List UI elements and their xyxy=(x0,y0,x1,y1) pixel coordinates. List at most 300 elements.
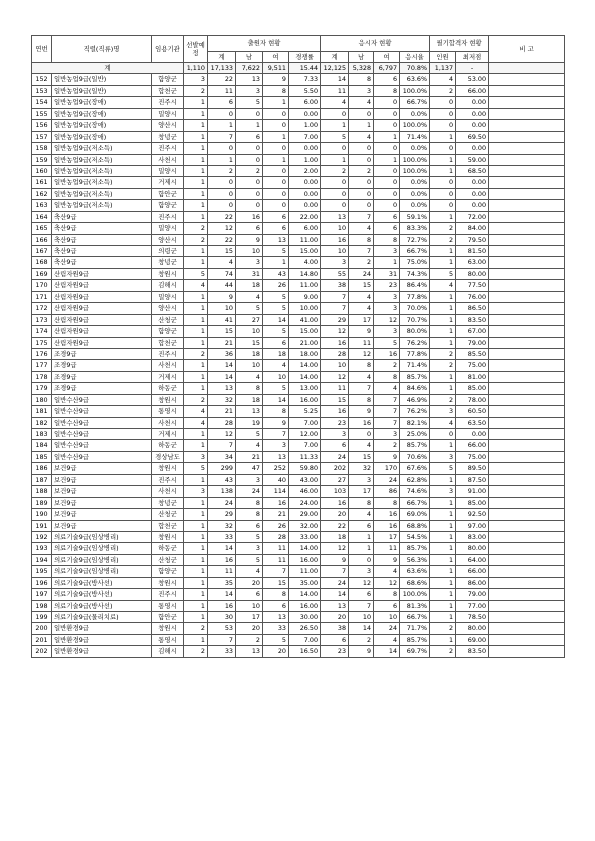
job-title: 보건9급 xyxy=(52,463,152,474)
pass-count: 1 xyxy=(430,509,456,520)
row-no: 155 xyxy=(32,108,52,119)
pass-count: 1 xyxy=(430,165,456,176)
planned: 1 xyxy=(184,188,208,199)
table-row xyxy=(32,543,565,554)
planned: 1 xyxy=(184,165,208,176)
table-row xyxy=(32,120,565,131)
ex-female: 8 xyxy=(374,234,400,245)
min-score: 92.50 xyxy=(456,509,489,520)
pass-count: 5 xyxy=(430,268,456,279)
agency: 창원시 xyxy=(152,268,184,279)
min-score: 59.00 xyxy=(456,154,489,165)
pass-count: 2 xyxy=(430,223,456,234)
exam-rate: 67.6% xyxy=(400,463,430,474)
ex-male: 12 xyxy=(349,577,374,588)
ex-female: 0 xyxy=(374,97,400,108)
job-title: 축산9급 xyxy=(52,246,152,257)
ex-male: 2 xyxy=(349,634,374,645)
planned: 1 xyxy=(184,211,208,222)
min-score: 76.00 xyxy=(456,291,489,302)
job-title: 일반수산9급 xyxy=(52,394,152,405)
app-female: 8 xyxy=(263,589,289,600)
remarks xyxy=(489,406,565,417)
planned: 1 xyxy=(184,257,208,268)
pass-count: 1 xyxy=(430,497,456,508)
exam-rate: 85.7% xyxy=(400,634,430,645)
ex-total: 11 xyxy=(321,383,349,394)
job-title: 일반농업9급(일반) xyxy=(52,85,152,96)
pass-count: 3 xyxy=(430,451,456,462)
ex-male: 10 xyxy=(349,612,374,623)
planned: 3 xyxy=(184,486,208,497)
app-female: 5 xyxy=(263,383,289,394)
row-no: 179 xyxy=(32,383,52,394)
app-male: 20 xyxy=(236,577,263,588)
remarks xyxy=(489,97,565,108)
pass-count: 0 xyxy=(430,188,456,199)
agency: 함안군 xyxy=(152,612,184,623)
table-row xyxy=(32,337,565,348)
agency: 김해시 xyxy=(152,280,184,291)
exam-rate: 100.0% xyxy=(400,120,430,131)
table-row xyxy=(32,406,565,417)
pass-count: 1 xyxy=(430,371,456,382)
table-row xyxy=(32,165,565,176)
agency: 진주시 xyxy=(152,143,184,154)
job-title: 의료기술9급(방사선) xyxy=(52,600,152,611)
row-no: 176 xyxy=(32,348,52,359)
app-total: 36 xyxy=(208,348,236,359)
app-total: 24 xyxy=(208,497,236,508)
remarks xyxy=(489,177,565,188)
pass-count: 2 xyxy=(430,394,456,405)
table-row xyxy=(32,394,565,405)
app-female: 0 xyxy=(263,120,289,131)
min-score: 87.50 xyxy=(456,474,489,485)
ex-male: 8 xyxy=(349,74,374,85)
ex-female: 12 xyxy=(374,314,400,325)
app-male: 5 xyxy=(236,429,263,440)
exam-rate: 56.3% xyxy=(400,554,430,565)
job-title: 의료기술9급(물리치료) xyxy=(52,612,152,623)
min-score: 72.00 xyxy=(456,211,489,222)
header-exam-rate: 응시율 xyxy=(400,52,430,63)
pass-count: 1 xyxy=(430,612,456,623)
competition: 16.00 xyxy=(289,600,321,611)
ex-total: 103 xyxy=(321,486,349,497)
exam-rate: 85.7% xyxy=(400,371,430,382)
ex-male: 6 xyxy=(349,589,374,600)
header-competition: 경쟁률 xyxy=(289,52,321,63)
ex-total: 5 xyxy=(321,131,349,142)
row-no: 171 xyxy=(32,291,52,302)
ex-female: 6 xyxy=(374,211,400,222)
app-male: 20 xyxy=(236,623,263,634)
app-total: 28 xyxy=(208,417,236,428)
competition: 16.00 xyxy=(289,554,321,565)
job-title: 조경9급 xyxy=(52,371,152,382)
competition: 32.00 xyxy=(289,520,321,531)
agency: 하동군 xyxy=(152,543,184,554)
job-title: 일반농업9급(저소득) xyxy=(52,188,152,199)
planned: 4 xyxy=(184,280,208,291)
ex-male: 2 xyxy=(349,165,374,176)
app-female: 0 xyxy=(263,200,289,211)
remarks xyxy=(489,509,565,520)
app-total: 34 xyxy=(208,451,236,462)
exam-rate: 0.0% xyxy=(400,188,430,199)
competition: 24.00 xyxy=(289,497,321,508)
app-male: 0 xyxy=(236,143,263,154)
competition: 15.00 xyxy=(289,246,321,257)
planned: 1 xyxy=(184,337,208,348)
app-female: 1 xyxy=(263,257,289,268)
competition: 11.33 xyxy=(289,451,321,462)
table-row xyxy=(32,211,565,222)
ex-male: 17 xyxy=(349,486,374,497)
table-row xyxy=(32,531,565,542)
ex-female: 2 xyxy=(374,440,400,451)
ex-male: 3 xyxy=(349,85,374,96)
job-title: 일반농업9급(일반) xyxy=(52,74,152,85)
app-total: 21 xyxy=(208,406,236,417)
job-title: 축산9급 xyxy=(52,211,152,222)
remarks xyxy=(489,371,565,382)
total-min-score: - xyxy=(456,63,489,74)
min-score: 83.50 xyxy=(456,646,489,657)
job-title: 산림자원9급 xyxy=(52,291,152,302)
min-score: 69.00 xyxy=(456,634,489,645)
ex-total: 12 xyxy=(321,543,349,554)
exam-rate: 54.5% xyxy=(400,531,430,542)
app-female: 10 xyxy=(263,371,289,382)
pass-count: 1 xyxy=(430,577,456,588)
ex-female: 17 xyxy=(374,531,400,542)
remarks xyxy=(489,577,565,588)
competition: 0.00 xyxy=(289,200,321,211)
app-total: 74 xyxy=(208,268,236,279)
ex-male: 7 xyxy=(349,246,374,257)
agency: 합천군 xyxy=(152,85,184,96)
app-total: 15 xyxy=(208,326,236,337)
competition: 7.00 xyxy=(289,440,321,451)
exam-rate: 63.6% xyxy=(400,566,430,577)
competition: 15.00 xyxy=(289,326,321,337)
app-male: 4 xyxy=(236,566,263,577)
app-male: 0 xyxy=(236,154,263,165)
remarks xyxy=(489,154,565,165)
ex-total: 4 xyxy=(321,97,349,108)
pass-count: 1 xyxy=(430,337,456,348)
app-total: 32 xyxy=(208,520,236,531)
remarks xyxy=(489,360,565,371)
competition: 2.00 xyxy=(289,165,321,176)
app-female: 6 xyxy=(263,600,289,611)
exam-rate: 83.3% xyxy=(400,223,430,234)
app-total: 32 xyxy=(208,394,236,405)
ex-total: 1 xyxy=(321,154,349,165)
agency: 함안군 xyxy=(152,188,184,199)
app-total: 14 xyxy=(208,543,236,554)
exam-rate: 100.0% xyxy=(400,165,430,176)
ex-total: 20 xyxy=(321,612,349,623)
min-score: 89.50 xyxy=(456,463,489,474)
min-score: 79.00 xyxy=(456,337,489,348)
agency: 양산시 xyxy=(152,234,184,245)
remarks xyxy=(489,246,565,257)
header-ex-female: 여 xyxy=(374,52,400,63)
exam-rate: 80.0% xyxy=(400,326,430,337)
total-ex-female: 6,797 xyxy=(374,63,400,74)
app-female: 0 xyxy=(263,143,289,154)
row-no: 164 xyxy=(32,211,52,222)
app-female: 1 xyxy=(263,97,289,108)
pass-count: 2 xyxy=(430,623,456,634)
ex-male: 11 xyxy=(349,337,374,348)
row-no: 165 xyxy=(32,223,52,234)
agency: 창녕군 xyxy=(152,497,184,508)
competition: 41.00 xyxy=(289,314,321,325)
planned: 1 xyxy=(184,554,208,565)
planned: 1 xyxy=(184,531,208,542)
pass-count: 2 xyxy=(430,646,456,657)
ex-male: 9 xyxy=(349,646,374,657)
table-row xyxy=(32,497,565,508)
app-female: 7 xyxy=(263,429,289,440)
exam-rate: 71.7% xyxy=(400,623,430,634)
ex-male: 1 xyxy=(349,531,374,542)
min-score: 66.00 xyxy=(456,566,489,577)
ex-total: 16 xyxy=(321,234,349,245)
ex-total: 14 xyxy=(321,74,349,85)
agency: 진주시 xyxy=(152,474,184,485)
competition: 14.00 xyxy=(289,360,321,371)
planned: 1 xyxy=(184,577,208,588)
agency: 사천시 xyxy=(152,360,184,371)
ex-male: 9 xyxy=(349,326,374,337)
ex-male: 8 xyxy=(349,394,374,405)
ex-total: 24 xyxy=(321,451,349,462)
total-app-male: 7,622 xyxy=(236,63,263,74)
row-no: 167 xyxy=(32,246,52,257)
table-row xyxy=(32,268,565,279)
app-male: 18 xyxy=(236,394,263,405)
competition: 7.00 xyxy=(289,131,321,142)
agency: 사천시 xyxy=(152,417,184,428)
planned: 1 xyxy=(184,634,208,645)
ex-female: 9 xyxy=(374,451,400,462)
ex-male: 0 xyxy=(349,108,374,119)
row-no: 177 xyxy=(32,360,52,371)
min-score: 0.00 xyxy=(456,429,489,440)
job-title: 산림자원9급 xyxy=(52,314,152,325)
app-male: 16 xyxy=(236,211,263,222)
job-title: 의료기술9급(방사선) xyxy=(52,589,152,600)
agency: 거제시 xyxy=(152,429,184,440)
recruitment-status-table xyxy=(31,35,565,658)
remarks xyxy=(489,383,565,394)
pass-count: 1 xyxy=(430,326,456,337)
ex-male: 6 xyxy=(349,520,374,531)
table-row xyxy=(32,177,565,188)
remarks xyxy=(489,600,565,611)
competition: 18.00 xyxy=(289,348,321,359)
exam-rate: 71.4% xyxy=(400,131,430,142)
ex-male: 7 xyxy=(349,383,374,394)
exam-rate: 100.0% xyxy=(400,85,430,96)
table-row xyxy=(32,577,565,588)
ex-total: 7 xyxy=(321,291,349,302)
ex-female: 31 xyxy=(374,268,400,279)
job-title: 일반수산9급 xyxy=(52,429,152,440)
table-row xyxy=(32,85,565,96)
agency: 밀양시 xyxy=(152,165,184,176)
ex-male: 4 xyxy=(349,223,374,234)
competition: 4.00 xyxy=(289,257,321,268)
app-female: 6 xyxy=(263,223,289,234)
job-title: 의료기술9급(임상병리) xyxy=(52,554,152,565)
app-total: 0 xyxy=(208,177,236,188)
app-male: 24 xyxy=(236,486,263,497)
ex-total: 6 xyxy=(321,440,349,451)
planned: 4 xyxy=(184,406,208,417)
app-female: 18 xyxy=(263,348,289,359)
ex-female: 14 xyxy=(374,646,400,657)
ex-female: 0 xyxy=(374,120,400,131)
competition: 0.00 xyxy=(289,143,321,154)
table-row xyxy=(32,314,565,325)
exam-rate: 25.0% xyxy=(400,429,430,440)
ex-total: 18 xyxy=(321,531,349,542)
ex-female: 9 xyxy=(374,554,400,565)
exam-rate: 66.7% xyxy=(400,97,430,108)
app-total: 30 xyxy=(208,612,236,623)
exam-rate: 69.0% xyxy=(400,509,430,520)
competition: 1.00 xyxy=(289,120,321,131)
remarks xyxy=(489,314,565,325)
ex-total: 7 xyxy=(321,303,349,314)
pass-count: 1 xyxy=(430,589,456,600)
min-score: 83.50 xyxy=(456,314,489,325)
ex-female: 3 xyxy=(374,246,400,257)
ex-female: 0 xyxy=(374,200,400,211)
planned: 1 xyxy=(184,326,208,337)
header-pass-count: 인원 xyxy=(430,52,456,63)
agency: 함양군 xyxy=(152,326,184,337)
remarks xyxy=(489,74,565,85)
ex-total: 23 xyxy=(321,417,349,428)
app-female: 11 xyxy=(263,543,289,554)
ex-total: 14 xyxy=(321,589,349,600)
planned: 1 xyxy=(184,497,208,508)
planned: 1 xyxy=(184,360,208,371)
job-title: 일반농업9급(저소득) xyxy=(52,200,152,211)
exam-rate: 62.8% xyxy=(400,474,430,485)
pass-count: 3 xyxy=(430,406,456,417)
remarks xyxy=(489,188,565,199)
remarks xyxy=(489,326,565,337)
job-title: 산림자원9급 xyxy=(52,326,152,337)
job-title: 보건9급 xyxy=(52,497,152,508)
app-female: 0 xyxy=(263,177,289,188)
exam-rate: 70.6% xyxy=(400,451,430,462)
app-female: 0 xyxy=(263,108,289,119)
app-male: 6 xyxy=(236,520,263,531)
header-examinees: 응시자 현황 xyxy=(321,36,430,52)
header-planned: 선발예정 xyxy=(184,36,208,63)
exam-rate: 76.2% xyxy=(400,406,430,417)
ex-total: 38 xyxy=(321,623,349,634)
agency: 창녕군 xyxy=(152,257,184,268)
row-no: 160 xyxy=(32,165,52,176)
row-no: 202 xyxy=(32,646,52,657)
ex-total: 55 xyxy=(321,268,349,279)
pass-count: 1 xyxy=(430,383,456,394)
app-female: 14 xyxy=(263,314,289,325)
app-female: 15 xyxy=(263,577,289,588)
job-title: 보건9급 xyxy=(52,474,152,485)
min-score: 81.00 xyxy=(456,371,489,382)
row-no: 154 xyxy=(32,97,52,108)
planned: 1 xyxy=(184,383,208,394)
ex-female: 5 xyxy=(374,337,400,348)
planned: 1 xyxy=(184,200,208,211)
job-title: 의료기술9급(임상병리) xyxy=(52,566,152,577)
exam-rate: 68.8% xyxy=(400,520,430,531)
pass-count: 3 xyxy=(430,486,456,497)
app-total: 10 xyxy=(208,303,236,314)
agency: 산청군 xyxy=(152,554,184,565)
job-title: 산림자원9급 xyxy=(52,337,152,348)
header-no: 연번 xyxy=(32,36,52,63)
header-agency: 임용기관 xyxy=(152,36,184,63)
job-title: 일반농업9급(저소득) xyxy=(52,177,152,188)
job-title: 일반수산9급 xyxy=(52,406,152,417)
row-no: 192 xyxy=(32,531,52,542)
agency: 사천시 xyxy=(152,154,184,165)
table-row xyxy=(32,383,565,394)
job-title: 조경9급 xyxy=(52,348,152,359)
exam-rate: 75.0% xyxy=(400,257,430,268)
row-no: 166 xyxy=(32,234,52,245)
job-title: 조경9급 xyxy=(52,383,152,394)
ex-total: 20 xyxy=(321,509,349,520)
min-score: 86.00 xyxy=(456,577,489,588)
row-no: 169 xyxy=(32,268,52,279)
table-row xyxy=(32,554,565,565)
app-total: 12 xyxy=(208,223,236,234)
agency: 하동군 xyxy=(152,440,184,451)
ex-female: 0 xyxy=(374,143,400,154)
remarks xyxy=(489,223,565,234)
ex-male: 15 xyxy=(349,280,374,291)
row-no: 159 xyxy=(32,154,52,165)
row-no: 182 xyxy=(32,417,52,428)
competition: 0.00 xyxy=(289,188,321,199)
planned: 1 xyxy=(184,291,208,302)
min-score: 66.00 xyxy=(456,85,489,96)
competition: 5.25 xyxy=(289,406,321,417)
planned: 5 xyxy=(184,268,208,279)
app-total: 299 xyxy=(208,463,236,474)
pass-count: 0 xyxy=(430,143,456,154)
row-no: 200 xyxy=(32,623,52,634)
job-title: 일반환경9급 xyxy=(52,646,152,657)
ex-total: 23 xyxy=(321,646,349,657)
remarks xyxy=(489,348,565,359)
row-no: 175 xyxy=(32,337,52,348)
job-title: 일반농업9급(저소득) xyxy=(52,154,152,165)
